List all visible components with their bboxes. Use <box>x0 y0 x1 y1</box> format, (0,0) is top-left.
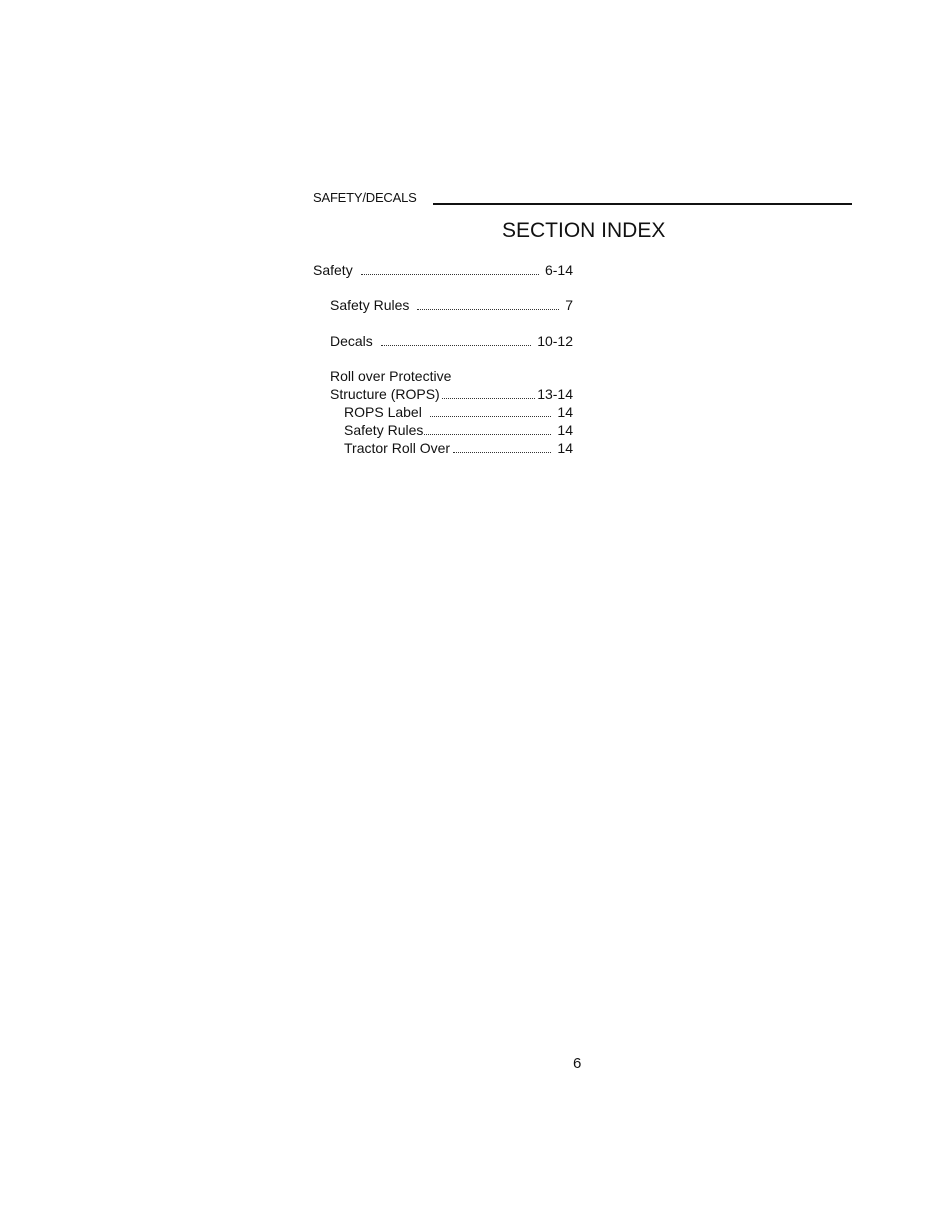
toc-entry-rops <box>330 385 573 403</box>
dot-leader <box>361 274 539 275</box>
toc-page: 14 <box>557 422 573 438</box>
toc-entry-rops-safety-rules <box>344 421 573 439</box>
toc-label: ROPS Label <box>344 404 422 420</box>
dot-leader <box>381 345 531 346</box>
dot-leader <box>424 434 551 435</box>
toc-label: Structure (ROPS) <box>330 386 440 402</box>
toc-entry-rops-label <box>344 403 573 421</box>
dot-leader <box>453 452 551 453</box>
dot-leader <box>430 416 552 417</box>
toc-entry-safety <box>313 261 573 279</box>
toc-label: Tractor Roll Over <box>344 440 451 456</box>
dot-leader <box>442 398 535 399</box>
toc-entry-decals <box>330 332 573 350</box>
toc-label: Safety Rules <box>330 297 410 313</box>
toc-entry-safety-rules <box>330 296 573 314</box>
toc-entry-tractor-roll-over <box>344 439 573 457</box>
toc-page: 6-14 <box>544 262 573 278</box>
page-number: 6 <box>573 1055 582 1072</box>
toc-page: 7 <box>565 297 573 313</box>
header-rule <box>433 203 852 205</box>
toc-page: 13-14 <box>537 386 573 402</box>
toc-label: Safety Rules <box>344 422 424 438</box>
section-header-label: SAFETY/DECALS <box>313 190 417 205</box>
toc-label: Safety <box>313 262 353 278</box>
toc-page: 10-12 <box>537 333 573 349</box>
dot-leader <box>417 309 559 310</box>
toc-entry-rops-line1: Roll over Protective <box>330 368 452 384</box>
page-title: SECTION INDEX <box>502 219 666 242</box>
toc-page: 14 <box>557 440 573 456</box>
toc-page: 14 <box>557 404 573 420</box>
toc-label: Decals <box>330 333 373 349</box>
